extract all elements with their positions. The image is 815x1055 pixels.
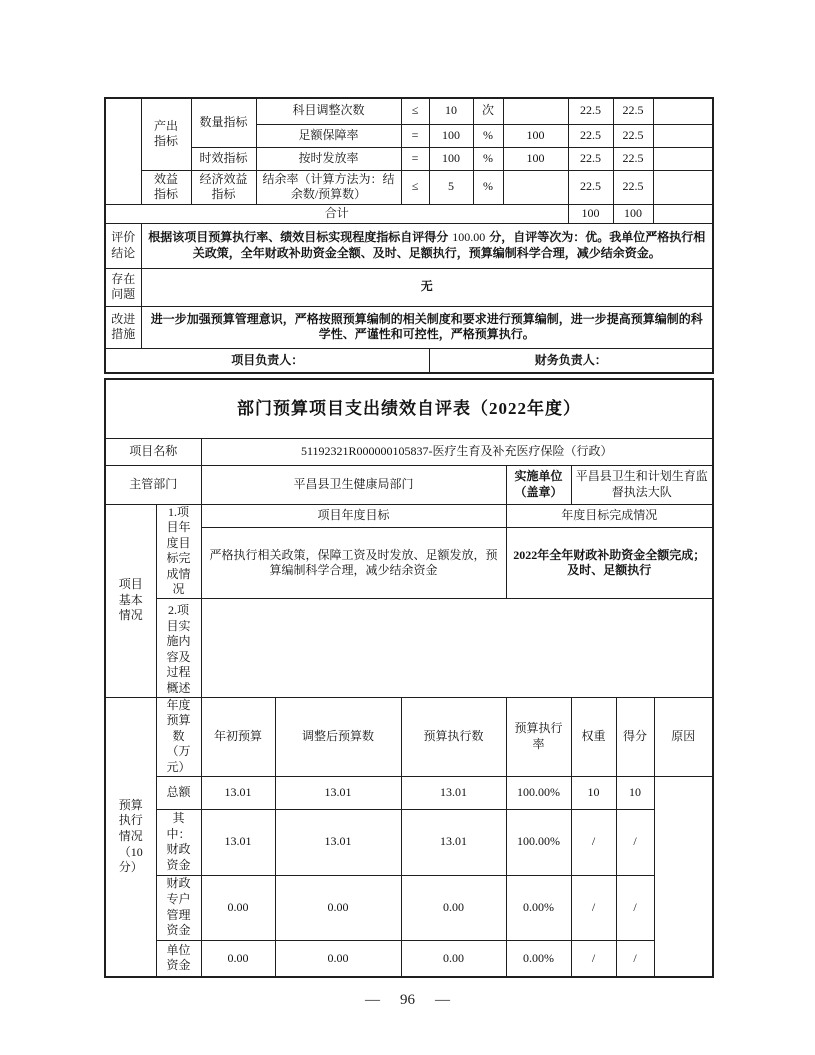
problems-label: 存在问题 bbox=[105, 268, 141, 306]
indicator-score: 22.5 bbox=[613, 147, 653, 170]
indicator-reason bbox=[653, 147, 713, 170]
finance-leader-signature: 财务负责人： bbox=[429, 348, 713, 373]
conclusion-label: 评价结论 bbox=[105, 223, 141, 268]
implementation-label: 2.项目实施内容及过程概述 bbox=[156, 599, 201, 698]
goal-completion-text: 2022年全年财政补助资金全额完成；及时、足额执行 bbox=[506, 528, 713, 599]
indicator-row bbox=[105, 170, 713, 204]
budget-initial: 13.01 bbox=[201, 776, 275, 809]
budget-header-row bbox=[105, 697, 713, 776]
budget-score: / bbox=[616, 875, 654, 940]
indicator-type-timeliness: 时效指标 bbox=[191, 147, 256, 170]
signature-row bbox=[105, 348, 713, 373]
budget-score: / bbox=[616, 940, 654, 977]
indicator-group-output: 产出指标 bbox=[141, 98, 191, 170]
initial-budget-header: 年初预算 bbox=[201, 697, 275, 776]
indicator-weight: 22.5 bbox=[568, 147, 613, 170]
project-leader-signature: 项目负责人： bbox=[105, 348, 429, 373]
budget-row-label: 总额 bbox=[156, 776, 201, 809]
implementing-unit-value: 平昌县卫生和计划生育监督执法大队 bbox=[571, 465, 713, 504]
indicator-weight: 22.5 bbox=[568, 98, 613, 124]
goal-completion-header: 年度目标完成情况 bbox=[506, 504, 713, 528]
budget-weight: 10 bbox=[571, 776, 616, 809]
indicator-reason bbox=[653, 98, 713, 124]
department-value: 平昌县卫生健康局部门 bbox=[201, 465, 506, 504]
footer-right-dash: — bbox=[435, 992, 450, 1008]
conclusion-row bbox=[105, 223, 713, 268]
implementation-row bbox=[105, 599, 713, 698]
budget-rate: 0.00% bbox=[506, 940, 571, 977]
total-score: 100 bbox=[613, 204, 653, 223]
budget-row-label: 其中：财政资金 bbox=[156, 809, 201, 875]
indicator-target: 10 bbox=[429, 98, 473, 124]
executed-budget-header: 预算执行数 bbox=[401, 697, 506, 776]
indicator-op: = bbox=[401, 147, 429, 170]
project-name-row bbox=[105, 438, 713, 465]
budget-row-fiscal bbox=[105, 809, 713, 875]
conclusion-text-after: 分，自评等次为：优。我单位严格执行相关政策，全年财政补助资金全额、及时、足额执行，预算编制科学合理，减少结余资金。 bbox=[192, 230, 706, 260]
indicator-name: 结余率（计算方法为：结余数/预算数） bbox=[256, 170, 401, 204]
budget-initial: 0.00 bbox=[201, 875, 275, 940]
budget-reason-cell bbox=[654, 776, 713, 977]
problems-row bbox=[105, 268, 713, 306]
implementation-text bbox=[201, 599, 713, 698]
indicator-score: 22.5 bbox=[613, 124, 653, 147]
indicator-row bbox=[105, 98, 713, 124]
budget-executed: 0.00 bbox=[401, 875, 506, 940]
budget-row-label: 财政专户管理资金 bbox=[156, 875, 201, 940]
budget-row-total bbox=[105, 776, 713, 809]
annual-goal-header: 项目年度目标 bbox=[201, 504, 506, 528]
budget-rate: 100.00% bbox=[506, 809, 571, 875]
budget-adjusted: 0.00 bbox=[275, 940, 401, 977]
budget-rate: 100.00% bbox=[506, 776, 571, 809]
conclusion-text bbox=[141, 223, 713, 268]
conclusion-score-value: 100.00 bbox=[452, 230, 486, 245]
implementing-unit-label: 实施单位（盖章） bbox=[506, 465, 571, 504]
indicator-score: 22.5 bbox=[613, 170, 653, 204]
total-weight: 100 bbox=[568, 204, 613, 223]
indicator-unit: 次 bbox=[473, 98, 503, 124]
indicator-unit: % bbox=[473, 170, 503, 204]
annual-goal-text: 严格执行相关政策，保障工资及时发放、足额发放，预算编制科学合理，减少结余资金 bbox=[201, 528, 506, 599]
section-stub-cell bbox=[105, 98, 141, 204]
improvements-text: 进一步加强预算管理意识，严格按照预算编制的相关制度和要求进行预算编制，进一步提高预算编制的科学性、严谨性和可控性，严格预算执行。 bbox=[141, 306, 713, 348]
budget-score: 10 bbox=[616, 776, 654, 809]
budget-score: / bbox=[616, 809, 654, 875]
annual-goal-label: 1.项目年度目标完成情况 bbox=[156, 504, 201, 599]
budget-executed: 13.01 bbox=[401, 776, 506, 809]
budget-row-label-header: 年度预算数（万元） bbox=[156, 697, 201, 776]
indicator-target: 5 bbox=[429, 170, 473, 204]
indicator-op: = bbox=[401, 124, 429, 147]
conclusion-text-before: 根据该项目预算执行率、绩效目标实现程度指标自评得分 bbox=[148, 230, 449, 245]
indicator-name: 按时发放率 bbox=[256, 147, 401, 170]
indicator-op: ≤ bbox=[401, 98, 429, 124]
performance-indicator-table bbox=[104, 97, 714, 374]
budget-executed: 13.01 bbox=[401, 809, 506, 875]
table-title: 部门预算项目支出绩效自评表（2022年度） bbox=[105, 379, 713, 438]
budget-initial: 0.00 bbox=[201, 940, 275, 977]
footer-page-number: 96 bbox=[400, 992, 415, 1008]
execution-rate-header: 预算执行率 bbox=[506, 697, 571, 776]
project-name-label: 项目名称 bbox=[105, 438, 201, 465]
indicator-target: 100 bbox=[429, 124, 473, 147]
score-header: 得分 bbox=[616, 697, 654, 776]
table-title-row bbox=[105, 379, 713, 438]
indicator-weight: 22.5 bbox=[568, 124, 613, 147]
total-label: 合计 bbox=[105, 204, 568, 223]
budget-adjusted: 13.01 bbox=[275, 776, 401, 809]
department-label: 主管部门 bbox=[105, 465, 201, 504]
problems-text: 无 bbox=[141, 268, 713, 306]
total-reason bbox=[653, 204, 713, 223]
indicator-type-quantity: 数量指标 bbox=[191, 98, 256, 147]
budget-row-unit-funds bbox=[105, 940, 713, 977]
indicator-unit: % bbox=[473, 124, 503, 147]
indicator-op: ≤ bbox=[401, 170, 429, 204]
indicator-actual: 100 bbox=[503, 124, 568, 147]
total-row bbox=[105, 204, 713, 223]
reason-header: 原因 bbox=[654, 697, 713, 776]
indicator-weight: 22.5 bbox=[568, 170, 613, 204]
indicator-actual: 100 bbox=[503, 147, 568, 170]
indicator-group-benefit: 效益指标 bbox=[141, 170, 191, 204]
budget-section-label: 预算执行情况（10分） bbox=[105, 697, 156, 977]
budget-row-special-account bbox=[105, 875, 713, 940]
budget-adjusted: 0.00 bbox=[275, 875, 401, 940]
indicator-score: 22.5 bbox=[613, 98, 653, 124]
budget-initial: 13.01 bbox=[201, 809, 275, 875]
project-name-value: 51192321R000000105837-医疗生育及补充医疗保险（行政） bbox=[201, 438, 713, 465]
indicator-row bbox=[105, 147, 713, 170]
indicator-reason bbox=[653, 170, 713, 204]
indicator-unit: % bbox=[473, 147, 503, 170]
indicator-actual bbox=[503, 98, 568, 124]
budget-row-label: 单位资金 bbox=[156, 940, 201, 977]
indicator-name: 科目调整次数 bbox=[256, 98, 401, 124]
page-footer bbox=[0, 992, 815, 1009]
footer-left-dash: — bbox=[365, 992, 380, 1008]
indicator-type-economic: 经济效益指标 bbox=[191, 170, 256, 204]
indicator-name: 足额保障率 bbox=[256, 124, 401, 147]
budget-weight: / bbox=[571, 809, 616, 875]
indicator-target: 100 bbox=[429, 147, 473, 170]
budget-self-evaluation-table bbox=[104, 378, 714, 978]
goal-header-row bbox=[105, 504, 713, 528]
weight-header: 权重 bbox=[571, 697, 616, 776]
indicator-actual bbox=[503, 170, 568, 204]
adjusted-budget-header: 调整后预算数 bbox=[275, 697, 401, 776]
budget-rate: 0.00% bbox=[506, 875, 571, 940]
budget-weight: / bbox=[571, 940, 616, 977]
improvements-label: 改进措施 bbox=[105, 306, 141, 348]
indicator-reason bbox=[653, 124, 713, 147]
improvements-row bbox=[105, 306, 713, 348]
basic-info-section-label: 项目基本情况 bbox=[105, 504, 156, 697]
budget-weight: / bbox=[571, 875, 616, 940]
department-row bbox=[105, 465, 713, 504]
budget-adjusted: 13.01 bbox=[275, 809, 401, 875]
budget-executed: 0.00 bbox=[401, 940, 506, 977]
